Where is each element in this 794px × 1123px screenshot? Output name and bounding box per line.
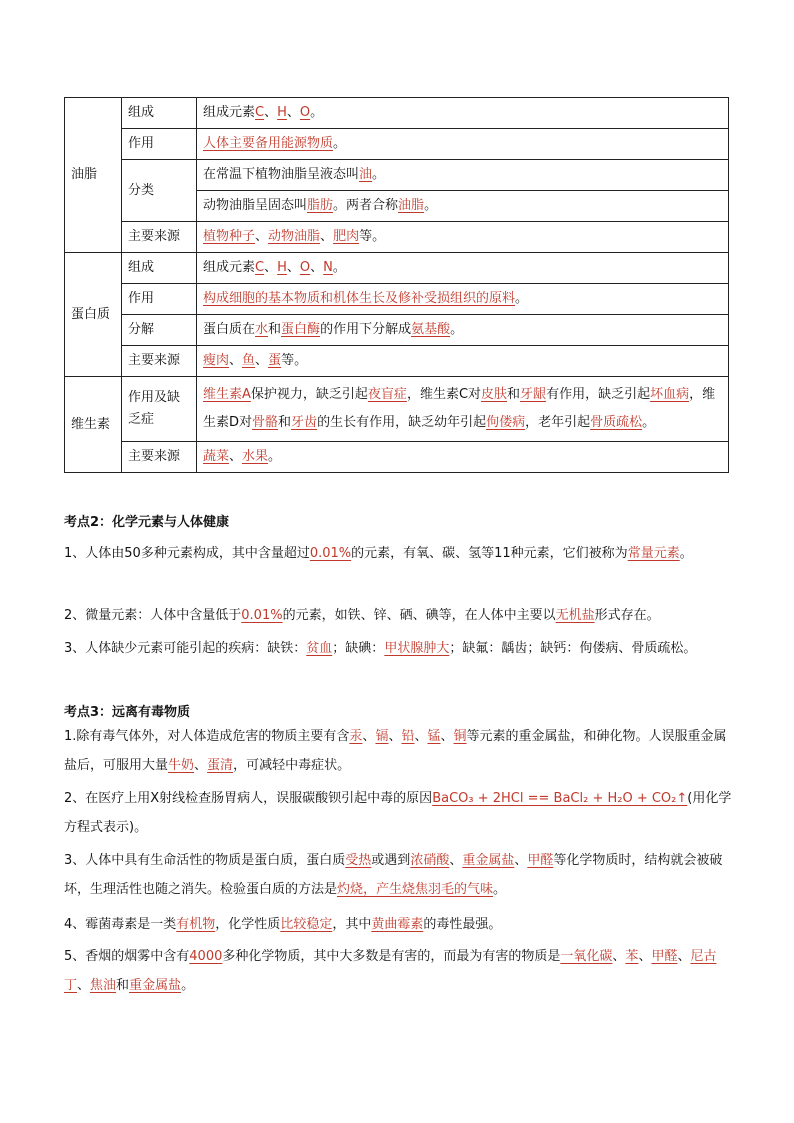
protein-sources: 瘦肉、鱼、蛋等。 [197, 346, 729, 377]
section3-paragraph-4: 4、霉菌毒素是一类有机物，化学性质比较稳定，其中黄曲霉素的毒性最强。 [64, 917, 502, 932]
vitamin-effect: 维生素A保护视力，缺乏引起夜盲症，维生素C对皮肤和牙龈有作用，缺乏引起坏血病，维生素D对骨骼和牙齿的生长有作用，缺乏幼年引起佝偻病，老年引起骨质疏松。 [197, 377, 729, 442]
nutrient-table [64, 97, 729, 473]
section2-paragraph-2: 2、微量元素：人体中含量低于0.01%的元素，如铁、锌、硒、碘等，在人体中主要以无机盐形式存在。 [64, 608, 660, 623]
oil-function: 人体主要备用能源物质。 [197, 129, 729, 160]
protein-composition-label: 组成 [122, 253, 197, 284]
vitamin-sources-label: 主要来源 [122, 442, 197, 473]
oil-classification-1: 在常温下植物油脂呈液态叫油。 [197, 160, 729, 191]
vitamin-sources: 蔬菜、水果。 [197, 442, 729, 473]
protein-function-label: 作用 [122, 284, 197, 315]
oil-sources: 植物种子、动物油脂、肥肉等。 [197, 222, 729, 253]
section3-paragraph-5: 5、香烟的烟雾中含有4000多种化学物质，其中大多数是有害的，而最为有害的物质是一氧化碳、苯、甲醛、尼古丁、焦油和重金属盐。 [64, 949, 717, 993]
protein-decomposition: 蛋白质在水和蛋白酶的作用下分解成氨基酸。 [197, 315, 729, 346]
protein-category: 蛋白质 [65, 253, 122, 377]
oil-classification-label: 分类 [122, 160, 197, 222]
protein-composition: 组成元素C、H、O、N。 [197, 253, 729, 284]
section2-heading: 考点2：化学元素与人体健康 [64, 515, 230, 530]
section3-paragraph-1: 1.除有毒气体外，对人体造成危害的物质主要有含汞、镉、铅、锰、铜等元素的重金属盐，和砷化物。人误服重金属盐后，可服用大量牛奶、蛋清，可减轻中毒症状。 [64, 729, 727, 773]
protein-sources-label: 主要来源 [122, 346, 197, 377]
section3-heading: 考点3：远离有毒物质 [64, 705, 191, 720]
oil-category: 油脂 [65, 98, 122, 253]
section2-paragraph-1: 1、人体由50多种元素构成，其中含量超过0.01%的元素，有氧、碳、氢等11种元素，它们被称为常量元素。 [64, 546, 693, 561]
protein-decomposition-label: 分解 [122, 315, 197, 346]
oil-composition: 组成元素C、H、O。 [197, 98, 729, 129]
vitamin-category: 维生素 [65, 377, 122, 473]
oil-function-label: 作用 [122, 129, 197, 160]
oil-sources-label: 主要来源 [122, 222, 197, 253]
oil-composition-label: 组成 [122, 98, 197, 129]
oil-classification-2: 动物油脂呈固态叫脂肪。两者合称油脂。 [197, 191, 729, 222]
vitamin-effect-label: 作用及缺乏症 [122, 377, 197, 442]
section3-paragraph-2: 2、在医疗上用X射线检查肠胃病人，误服碳酸钡引起中毒的原因BaCO₃ + 2HCl == BaCl₂ + H₂O + CO₂↑(用化学方程式表示)。 [64, 791, 732, 835]
section2-paragraph-3: 3、人体缺少元素可能引起的疾病：缺铁：贫血；缺碘：甲状腺肿大；缺氟：龋齿；缺钙：佝偻病、骨质疏松。 [64, 641, 697, 656]
section3-paragraph-3: 3、人体中具有生命活性的物质是蛋白质，蛋白质受热或遇到浓硝酸、重金属盐、甲醛等化学物质时，结构就会被破坏，生理活性也随之消失。检验蛋白质的方法是灼烧，产生烧焦羽毛的气味。 [64, 853, 723, 897]
protein-function: 构成细胞的基本物质和机体生长及修补受损组织的原料。 [197, 284, 729, 315]
